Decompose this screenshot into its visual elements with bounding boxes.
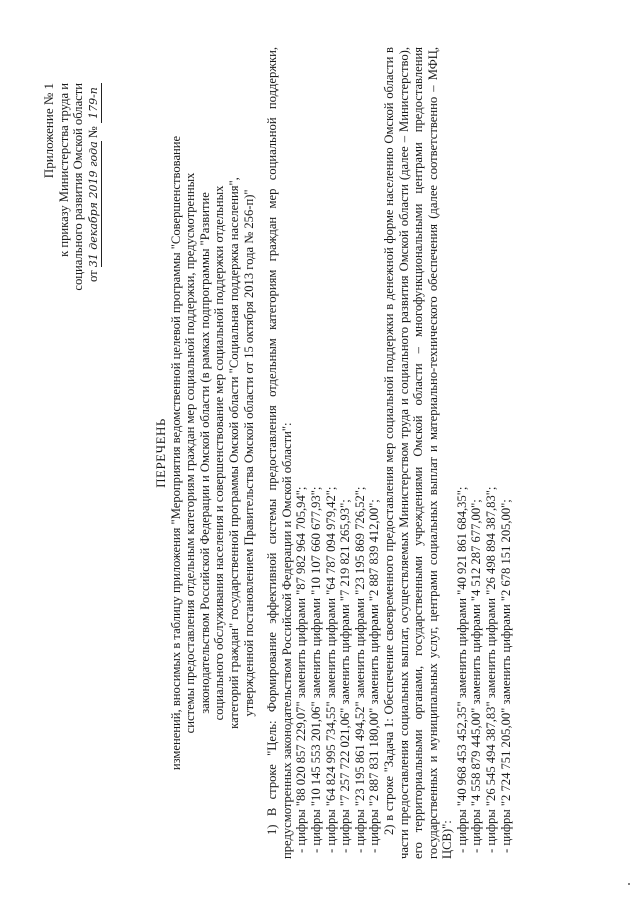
appendix-number: Приложение № 1	[40, 82, 56, 178]
subtitle-line: социального обслуживания населения и совершенствование мер социальной поддержки отдельных	[211, 185, 226, 720]
document-page	[20, 23, 620, 883]
subtitle-line: категорий граждан" государственной программы Омской области "Социальная поддержка населения",	[226, 176, 241, 729]
appendix-ministry-line: социального развития Омской области	[70, 82, 85, 291]
list-item: - цифры "2 887 831 180,00" заменить цифрами "2 887 839 412,00";	[366, 498, 381, 853]
appendix-date-line	[85, 83, 102, 291]
section2-list	[454, 47, 512, 859]
document-subtitle	[168, 47, 256, 859]
list-item: - цифры "64 824 995 734,55" заменить цифрами "64 787 094 979,42";	[323, 486, 338, 853]
handwritten-date: 31 декабря 2019 года	[86, 141, 102, 267]
list-item: - цифры "2 724 751 205,00" заменить цифрами "2 678 151 205,00";	[498, 498, 513, 853]
appendix-order-line: к приказу Министерства труда и	[56, 82, 71, 257]
document-title: ПЕРЕЧЕНЬ	[152, 417, 168, 488]
section1-list	[294, 47, 382, 859]
section1-intro: 1) В строке "Цель: Формирование эффективной системы предоставления отдельным категориям граждан мер социальной поддержки, предусмотренных законодательством Российской Федерации и Омской области":	[264, 46, 294, 859]
list-item: - цифры "26 545 494 387,83" заменить цифрами "26 498 894 387,83";	[483, 486, 498, 853]
list-item: - цифры "10 145 553 201,06" заменить цифрами "10 107 660 677,93";	[308, 486, 323, 853]
date-prefix: от	[85, 269, 100, 282]
list-item: - цифры "23 195 861 494,52" заменить цифрами "23 195 869 726,52";	[352, 486, 367, 853]
subtitle-line: изменений, вносимых в таблицу приложения "Мероприятия ведомственной целевой программы "Совершенствование	[168, 135, 183, 770]
list-item: - цифры "7 257 722 021,06" заменить цифрами "7 219 821 265,93";	[337, 498, 352, 853]
subtitle-line: утвержденной постановлением Правительства Омской области от 15 октября 2013 года № 256-п)"	[241, 188, 256, 717]
subtitle-line: законодательством Российской Федерации и Омской области (в рамках подпрограммы "Развитие	[197, 191, 212, 714]
number-label: №	[85, 125, 100, 138]
handwritten-number: 179-п	[86, 83, 102, 123]
subtitle-line: системы предоставления отдельным категориям граждан мер социальной поддержки, предусмотренных	[182, 172, 197, 733]
scan-speck	[628, 883, 630, 885]
list-item: - цифры "88 020 857 229,07" заменить цифрами "87 982 964 705,94";	[293, 486, 308, 853]
list-item: - цифры "40 968 453 452,35" заменить цифрами "40 921 861 684,35";	[454, 486, 469, 853]
section2-intro: 2) в строке "Задача 1: Обеспечение своевременного предоставления мер социальной поддержки в денежной форме населению Омской области в части предоставления социальных выплат, осуществляемых Министерством труда и социального развития Омской области (далее – Министерство), его территориальными органами, государственными учреждениями Омской области – многофункциональными центрами предоставления государственных и муниципальных услуг, центрами социальных выплат и материально-технического обеспечения (далее соответственно – МФЦ, ЦСВ)":	[381, 46, 454, 859]
list-item: - цифры "4 558 879 445,00" заменить цифрами "4 512 287 677,00";	[468, 498, 483, 853]
appendix-header	[42, 83, 102, 291]
